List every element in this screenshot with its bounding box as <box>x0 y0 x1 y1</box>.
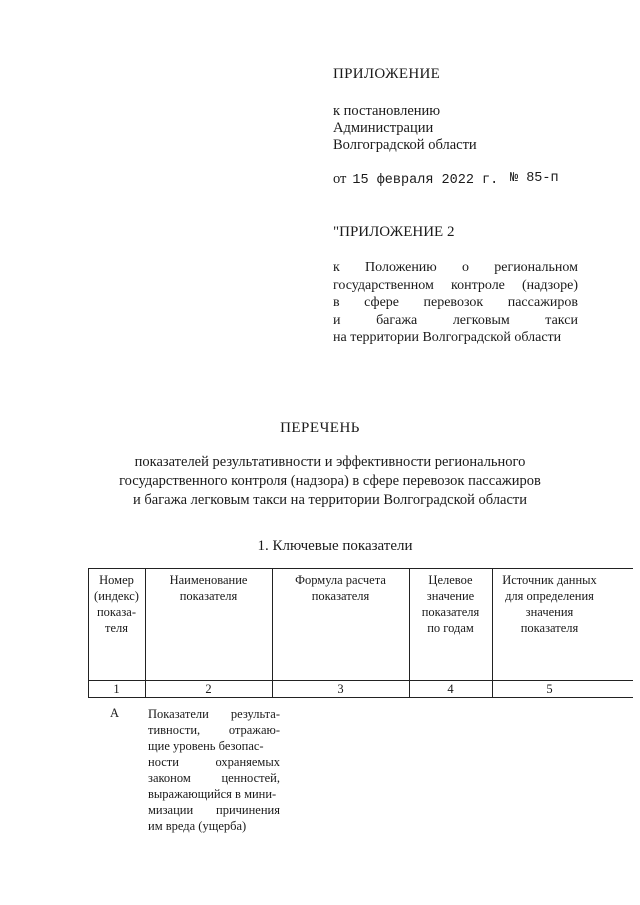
header-line: показателя <box>179 589 238 603</box>
header-cell-index <box>88 572 145 636</box>
date-prefix: от <box>333 171 347 187</box>
indicator-name-line <box>148 770 280 786</box>
word: причинения <box>216 803 280 817</box>
column-number: 2 <box>205 682 212 696</box>
word: государственном <box>333 277 434 293</box>
indicator-name-line <box>148 722 280 738</box>
word: пассажиров <box>507 295 578 310</box>
header-cell-source <box>492 572 607 636</box>
appendix2-line <box>333 259 578 277</box>
word: легковым <box>452 312 510 328</box>
column-number: 5 <box>546 682 553 696</box>
header-line: теля <box>105 621 128 635</box>
word: ценностей, <box>221 771 280 785</box>
header-line: Номер <box>99 573 134 587</box>
word: багажа <box>376 312 418 328</box>
word: тивности, <box>148 723 201 737</box>
resolution-date: 15 февраля 2022 г. <box>352 173 499 188</box>
row-index: А <box>110 706 120 720</box>
resolution-line: к постановлению <box>333 103 441 119</box>
header-line: показателя <box>421 605 480 619</box>
word: результа- <box>230 707 280 721</box>
header-line: показателя <box>311 589 370 603</box>
header-cell-formula <box>272 572 409 604</box>
word: законом <box>148 771 191 785</box>
word: в <box>333 295 340 310</box>
column-number: 3 <box>337 682 344 696</box>
appendix-title: ПРИЛОЖЕНИЕ <box>333 66 441 82</box>
word: о <box>462 260 469 275</box>
word: перевозок <box>423 295 484 310</box>
word: к <box>333 260 340 275</box>
indicator-name-line <box>148 802 280 818</box>
subtitle-line: и багажа легковым такси на территории Волгоградской области <box>133 492 527 508</box>
date-number-row <box>333 171 559 188</box>
word: и <box>333 312 341 328</box>
column-number: 1 <box>113 682 120 696</box>
word: мизации <box>148 803 194 817</box>
header-line: (индекс) <box>94 589 139 603</box>
indicator-name-line: им вреда (ущерба) <box>148 819 247 833</box>
section-title: 1. Ключевые показатели <box>257 538 413 554</box>
appendix2-line <box>333 277 578 295</box>
word: Положению <box>365 260 437 275</box>
column-number: 4 <box>447 682 454 696</box>
subtitle-line: показателей результативности и эффективности регионального <box>134 454 526 470</box>
appendix2-title: "ПРИЛОЖЕНИЕ 2 <box>333 224 455 240</box>
header-line: значения <box>525 605 574 619</box>
document-subtitle <box>0 453 640 510</box>
word: (надзоре) <box>522 277 578 293</box>
word: Показатели <box>148 707 209 721</box>
header-line: Формула расчета <box>295 573 386 587</box>
header-line: показа- <box>96 605 137 619</box>
indicator-name-line: выражающийся в мини- <box>148 787 277 801</box>
indicator-name-line <box>148 754 280 770</box>
appendix2-line <box>333 312 578 330</box>
word: сфере <box>364 295 400 310</box>
header-cell-name <box>145 572 272 604</box>
appendix2-line <box>333 294 578 312</box>
word: региональном <box>494 260 578 275</box>
header-line: Целевое <box>428 573 473 587</box>
header-line: по годам <box>427 621 474 635</box>
table-top-border <box>88 568 633 569</box>
row-indicator-name <box>148 706 280 834</box>
word: отражаю- <box>228 723 280 737</box>
indicator-name-line: щие уровень безопас- <box>148 739 264 753</box>
table-header-border <box>88 680 633 681</box>
header-line: Источник данных <box>502 573 597 587</box>
header-line: для определения <box>505 589 594 603</box>
indicator-name-line <box>148 706 280 722</box>
word: ности <box>148 755 179 769</box>
header-line: значение <box>426 589 475 603</box>
subtitle-line: государственного контроля (надзора) в сфере перевозок пассажиров <box>119 473 541 489</box>
document-heading: ПЕРЕЧЕНЬ <box>280 420 360 436</box>
word: такси <box>545 312 578 328</box>
table-number-row-border <box>88 697 633 698</box>
region-line: Волгоградской области <box>333 137 477 153</box>
header-line: показателя <box>520 621 579 635</box>
header-cell-target <box>409 572 492 636</box>
header-line: Наименование <box>169 573 248 587</box>
word: контроле <box>451 277 505 293</box>
appendix2-description <box>333 259 578 347</box>
word: охраняемых <box>215 755 280 769</box>
appendix2-line: на территории Волгоградской области <box>333 330 562 345</box>
administration-line: Администрации <box>333 120 434 136</box>
resolution-number: № 85-п <box>510 171 559 186</box>
